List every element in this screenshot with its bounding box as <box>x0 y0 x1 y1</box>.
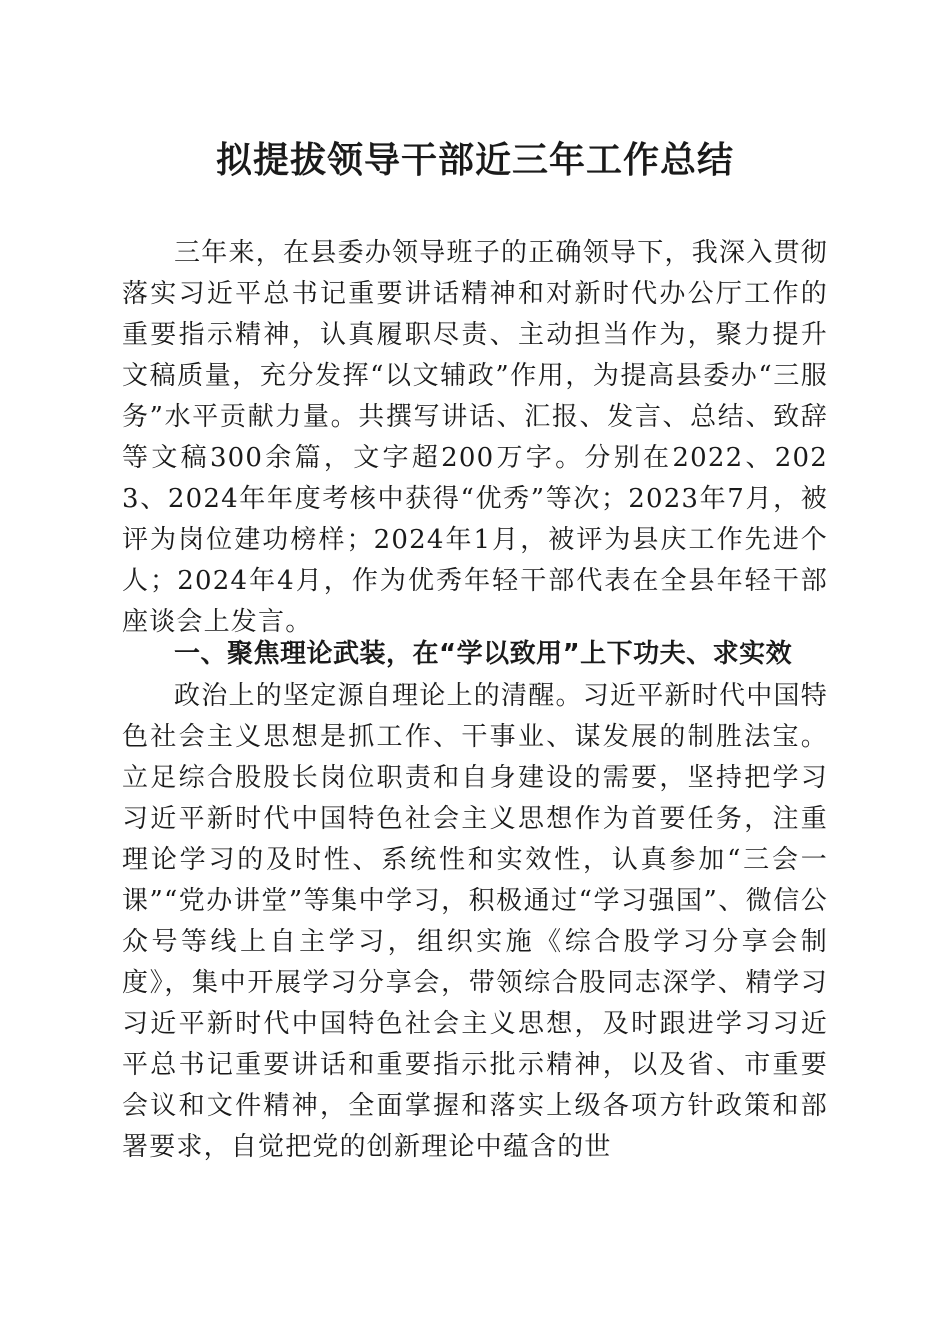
section-1-heading-block <box>122 634 828 675</box>
section-1-paragraph-block <box>122 676 828 1168</box>
document-title: 拟提拔领导干部近三年工作总结 <box>215 139 734 181</box>
intro-paragraph: 三年来，在县委办领导班子的正确领导下，我深入贯彻落实习近平总书记重要讲话精神和对新时代办公厅工作的重要指示精神，认真履职尽责、主动担当作为，聚力提升文稿质量，充分发挥“以文辅政”作用，为提高县委办“三服务”水平贡献力量。共撰写讲话、汇报、发言、总结、致辞等文稿300余篇，文字超200万字。分别在2022、2023、2024年年度考核中获得“优秀”等次；2023年7月，被评为岗位建功榜样；2024年1月，被评为县庆工作先进个人；2024年4月，作为优秀年轻干部代表在全县年轻干部座谈会上发言。 <box>122 238 828 637</box>
intro-paragraph-block <box>122 233 828 643</box>
section-1-heading: 一、聚焦理论武装，在“学以致用”上下功夫、求实效 <box>174 639 793 669</box>
section-1-paragraph: 政治上的坚定源自理论上的清醒。习近平新时代中国特色社会主义思想是抓工作、干事业、谋发展的制胜法宝。立足综合股股长岗位职责和自身建设的需要，坚持把学习习近平新时代中国特色社会主义思想作为首要任务，注重理论学习的及时性、系统性和实效性，认真参加“三会一课”“党办讲堂”等集中学习，积极通过“学习强国”、微信公众号等线上自主学习，组织实施《综合股学习分享会制度》，集中开展学习分享会，带领综合股同志深学、精学习习近平新时代中国特色社会主义思想，及时跟进学习习近平总书记重要讲话和重要指示批示精神，以及省、市重要会议和文件精神，全面掌握和落实上级各项方针政策和部署要求，自觉把党的创新理论中蕴含的世 <box>122 681 828 1162</box>
